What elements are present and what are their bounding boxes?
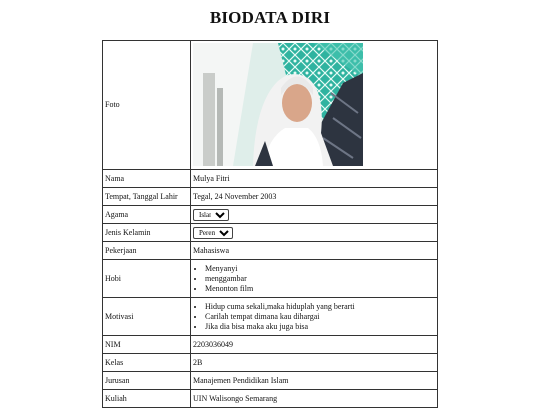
hobi-item: • Menyanyi	[205, 264, 437, 274]
biodata-table	[102, 40, 438, 408]
kuliah-value: UIN Walisongo Semarang	[191, 390, 438, 408]
jurusan-value: Manajemen Pendidikan Islam	[191, 372, 438, 390]
row-foto	[103, 41, 438, 170]
kuliah-label: Kuliah	[103, 390, 191, 408]
motivasi-item: • Carilah tempat dimana kau dihargai	[205, 312, 437, 322]
row-pekerjaan	[103, 242, 438, 260]
profile-photo	[193, 43, 363, 166]
row-hobi	[103, 260, 438, 298]
motivasi-label: Motivasi	[103, 298, 191, 336]
jenis-kelamin-select[interactable]	[193, 227, 233, 239]
hobi-label: Hobi	[103, 260, 191, 298]
hobi-item: • menggambar	[205, 274, 437, 284]
kelas-label: Kelas	[103, 354, 191, 372]
jenis-kelamin-label: Jenis Kelamin	[103, 224, 191, 242]
foto-label: Foto	[103, 41, 191, 170]
motivasi-item: • Jika dia bisa maka aku juga bisa	[205, 322, 437, 332]
nim-value: 2203036049	[191, 336, 438, 354]
motivasi-item: • Hidup cuma sekali,maka hiduplah yang berarti	[205, 302, 437, 312]
hobi-list	[193, 264, 437, 294]
row-jenis-kelamin	[103, 224, 438, 242]
jurusan-label: Jurusan	[103, 372, 191, 390]
motivasi-list	[193, 302, 437, 332]
agama-select[interactable]	[193, 209, 229, 221]
jenis-kelamin-cell	[191, 224, 438, 242]
row-kelas	[103, 354, 438, 372]
pekerjaan-label: Pekerjaan	[103, 242, 191, 260]
row-agama	[103, 206, 438, 224]
profile-photo-image	[193, 43, 363, 166]
hobi-item: • Menonton film	[205, 284, 437, 294]
agama-cell	[191, 206, 438, 224]
row-motivasi	[103, 298, 438, 336]
foto-cell	[191, 41, 438, 170]
nim-label: NIM	[103, 336, 191, 354]
hobi-cell	[191, 260, 438, 298]
ttl-value: Tegal, 24 November 2003	[191, 188, 438, 206]
pekerjaan-value: Mahasiswa	[191, 242, 438, 260]
motivasi-cell	[191, 298, 438, 336]
nama-value: Mulya Fitri	[191, 170, 438, 188]
row-jurusan	[103, 372, 438, 390]
agama-label: Agama	[103, 206, 191, 224]
nama-label: Nama	[103, 170, 191, 188]
row-nim	[103, 336, 438, 354]
ttl-label: Tempat, Tanggal Lahir	[103, 188, 191, 206]
row-ttl	[103, 188, 438, 206]
row-nama	[103, 170, 438, 188]
kelas-value: 2B	[191, 354, 438, 372]
page-title: BIODATA DIRI	[209, 8, 331, 27]
